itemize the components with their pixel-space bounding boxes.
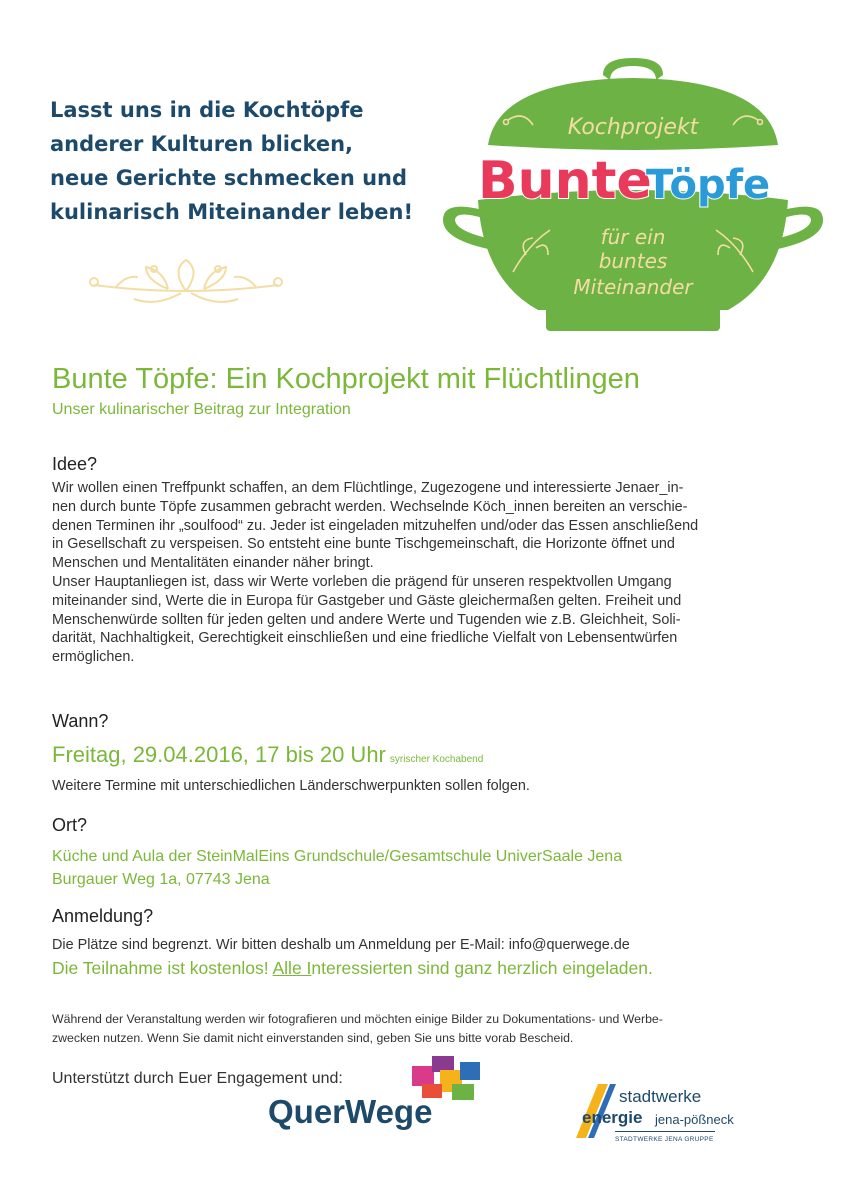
event-date-text: Freitag, 29.04.2016, 17 bis 20 Uhr — [52, 742, 386, 767]
idee-text — [52, 479, 802, 667]
ort-heading: Ort? — [52, 815, 88, 835]
idee-line: Menschen und Mentalitäten einander näher bringt. — [52, 555, 374, 572]
stadtwerke-word: stadtwerke — [619, 1087, 702, 1106]
idee-line: nen durch bunte Töpfe zusammen gebracht werden. Wechselnde Köch_innen bereiten an verschie- — [52, 498, 688, 515]
tagline-line: anderer Kulturen blicken, — [50, 132, 354, 156]
free-part-b: Alle I — [272, 958, 312, 978]
free-notice — [52, 958, 653, 979]
anmeldung-text: Die Plätze sind begrenzt. Wir bitten deshalb um Anmeldung per E-Mail: info@querwege.de — [52, 937, 630, 953]
logo-line2: buntes — [598, 249, 668, 273]
location — [52, 845, 622, 891]
event-note: syrischer Kochabend — [389, 754, 484, 765]
free-part-c: nteressierten sind ganz herzlich eingeladen. — [311, 958, 653, 978]
tagline-line: Lasst uns in die Kochtöpfe — [50, 98, 364, 122]
logo-bunte: Bunte — [478, 151, 652, 211]
logo-line3: Miteinander — [573, 275, 693, 299]
event-date — [52, 742, 483, 768]
stadtwerke-group: STADTWERKE JENA GRUPPE — [615, 1136, 714, 1143]
idee-line: Unser Hauptanliegen ist, dass wir Werte vorleben die prägend für unseren respektvollen Umgang — [52, 573, 672, 590]
location-line: Küche und Aula der SteinMalEins Grundschule/Gesamtschule UniverSaale Jena — [52, 848, 623, 865]
tagline-line: kulinarisch Miteinander leben! — [50, 200, 414, 224]
photo-notice — [52, 1010, 663, 1047]
querwege-logo-text: QuerWege — [268, 1093, 433, 1130]
photo-line: zwecken nutzen. Wenn Sie damit nicht einverstanden sind, geben Sie uns bitte vorab Bescheid. — [52, 1030, 574, 1045]
idee-line: ermöglichen. — [52, 649, 135, 666]
idee-line: denen Terminen ihr „soulfood“ zu. Jeder ist eingeladen mitzuhelfen und/oder das Essen anschließend — [52, 517, 699, 534]
idee-line: Wir wollen einen Treffpunkt schaffen, an dem Flüchtlinge, Zugezogene und interessierte Jenaer_in- — [52, 480, 684, 496]
stadtwerke-divider — [615, 1131, 715, 1132]
idee-line: in Gesellschaft zu verspeisen. So entsteht eine bunte Tischgemeinschaft, die Horizonte öffnet und — [52, 536, 675, 553]
wann-follow: Weitere Termine mit unterschiedlichen Länderschwerpunkten sollen folgen. — [52, 778, 530, 794]
bunte-toepfe-logo — [438, 50, 828, 350]
idee-line: Menschenwürde sollten für jeden gelten und andere Werte und Tugenden wie z.B. Gleichheit, Soli- — [52, 611, 681, 628]
free-part-a: Die Teilnahme ist kostenlos! — [52, 958, 273, 978]
tagline — [50, 93, 414, 229]
idee-line: miteinander sind, Werte die in Europa für Gastgeber und Gäste gleichermaßen gelten. Freiheit und — [52, 592, 682, 609]
location-line: Burgauer Weg 1a, 07743 Jena — [52, 871, 270, 888]
support-text: Unterstützt durch Euer Engagement und: — [52, 1070, 343, 1087]
logo-line1: für ein — [600, 225, 666, 249]
leaf-ornament-icon — [86, 255, 286, 315]
anmeldung-heading: Anmeldung? — [52, 906, 154, 926]
idee-line: darität, Nachhaltigkeit, Gerechtigkeit einschließen und eine friedliche Vielfalt von Lebensentwürfen — [52, 630, 678, 647]
stadtwerke-energie: energie — [582, 1108, 643, 1127]
page-subtitle: Unser kulinarischer Beitrag zur Integration — [52, 401, 351, 418]
logo-kochprojekt: Kochprojekt — [567, 115, 699, 140]
idee-heading: Idee? — [52, 454, 98, 474]
photo-line: Während der Veranstaltung werden wir fotografieren und möchten einige Bilder zu Dokumentations- und Werbe- — [52, 1012, 663, 1026]
stadtwerke-city: jena-pößneck — [655, 1112, 734, 1127]
logo-toepfe: Töpfe — [646, 162, 771, 208]
tagline-line: neue Gerichte schmecken und — [50, 166, 408, 190]
wann-heading: Wann? — [52, 711, 109, 731]
page-title: Bunte Töpfe: Ein Kochprojekt mit Flüchtlingen — [52, 363, 640, 395]
